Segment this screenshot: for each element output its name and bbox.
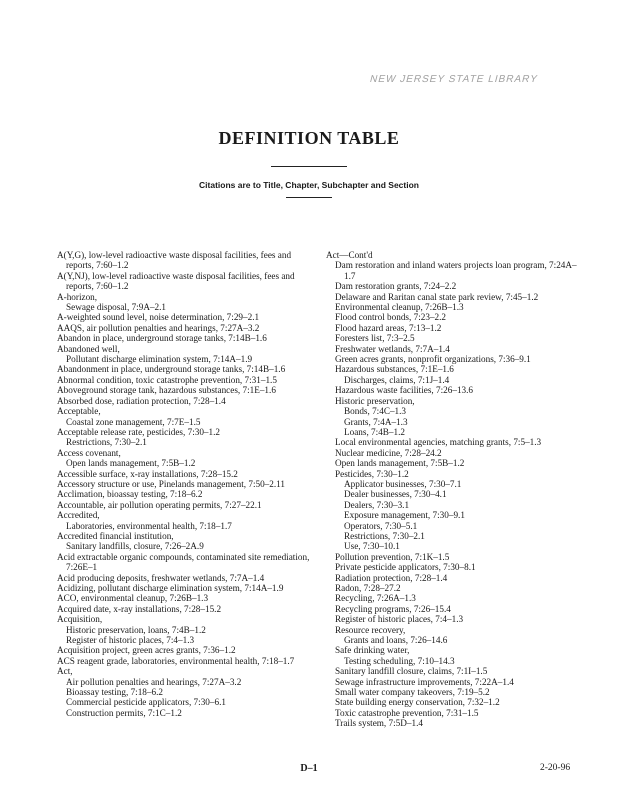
index-entry: Acclimation, bioassay testing, 7:18–6.2 [57, 489, 203, 500]
library-stamp: NEW JERSEY STATE LIBRARY [368, 74, 540, 85]
index-entry: Act, [57, 666, 73, 677]
index-entry: Acidizing, pollutant discharge elimination system, 7:14A–1.9 [57, 583, 284, 593]
index-entry: Accredited financial institution, [57, 530, 174, 541]
index-entry: Acquisition, [57, 614, 103, 625]
index-subentry: Green acres grants, nonprofit organizations, 7:36–9.1 [335, 354, 531, 365]
index-subentry: Loans, 7:4B–1.2 [344, 426, 405, 437]
index-subentry: Exposure management, 7:30–9.1 [344, 510, 465, 521]
index-subentry: Restrictions, 7:30–2.1 [344, 530, 425, 541]
index-subentry: Nuclear medicine, 7:28–24.2 [335, 447, 442, 458]
index-entry: Access covenant, [57, 447, 121, 458]
index-subentry: Sewage infrastructure improvements, 7:22A–1.4 [335, 676, 514, 687]
index-subentry: Testing scheduling, 7:10–14.3 [344, 655, 455, 666]
index-entry: Accessible surface, x-ray installations, 7:28–15.2 [57, 468, 238, 479]
index-subentry: Register of historic places, 7:4–1.3 [66, 635, 195, 646]
index-subentry: Dealers, 7:30–3.1 [344, 499, 410, 510]
index-subentry: Hazardous substances, 7:1E–1.6 [335, 364, 454, 375]
index-entry: Acceptable release rate, pesticides, 7:30–1.2 [57, 426, 221, 437]
index-subentry: Register of historic places, 7:4–1.3 [335, 614, 464, 625]
index-subentry: Safe drinking water, [335, 645, 410, 656]
index-subentry: Bonds, 7:4C–1.3 [344, 406, 407, 417]
index-entry: Acquisition project, green acres grants, 7:36–1.2 [57, 645, 236, 656]
index-entry: Abandon in place, underground storage tanks, 7:14B–1.6 [57, 333, 267, 344]
index-subentry: Toxic catastrophe prevention, 7:31–1.5 [335, 707, 479, 718]
index-subentry: Construction permits, 7:1C–1.2 [66, 707, 182, 718]
index-entry: Acid producing deposits, freshwater wetlands, 7:7A–1.4 [57, 572, 265, 583]
index-entry: Accountable, air pollution operating permits, 7:27–22.1 [57, 499, 262, 510]
index-subentry: Dealer businesses, 7:30–4.1 [344, 489, 447, 500]
page-subtitle: Citations are to Title, Chapter, Subchapter and Section [199, 180, 419, 190]
index-subentry: Open lands management, 7:5B–1.2 [66, 458, 196, 469]
index-subentry: Sanitary landfill closure, claims, 7:1I–1.5 [335, 666, 488, 677]
index-entry: Absorbed dose, radiation protection, 7:28–1.4 [57, 395, 226, 406]
index-subentry: Sewage disposal, 7:9A–2.1 [66, 302, 167, 313]
index-subentry: Grants and loans, 7:26–14.6 [344, 635, 448, 646]
index-entry: Act—Cont'd [326, 250, 373, 260]
title-rule [271, 166, 347, 167]
index-subentry: Historic preservation, loans, 7:4B–1.2 [66, 624, 206, 635]
index-subentry: Hazardous waste facilities, 7:26–13.6 [335, 385, 474, 396]
index-subentry: Resource recovery, [335, 624, 406, 635]
page-title: DEFINITION TABLE [218, 128, 400, 148]
page-number: D–1 [300, 763, 318, 774]
index-subentry: Flood control bonds, 7:23–2.2 [335, 312, 447, 323]
index-subentry: Flood hazard areas, 7:13–1.2 [335, 322, 442, 333]
index-entry: Acquired date, x-ray installations, 7:28–15.2 [57, 603, 222, 614]
index-subentry: Operators, 7:30–5.1 [344, 520, 418, 531]
index-entry: A(Y,G), low-level radioactive waste disposal facilities, fees and reports, 7:60–1.2 [57, 250, 292, 271]
index-subentry: Environmental cleanup, 7:26B–1.3 [335, 302, 464, 313]
index-subentry: Recycling programs, 7:26–15.4 [335, 603, 451, 614]
index-entry: Abnormal condition, toxic catastrophe prevention, 7:31–1.5 [57, 374, 277, 385]
index-subentry: Dam restoration and inland waters projects loan program, 7:24A–1.7 [335, 260, 577, 281]
index-subentry: Commercial pesticide applicators, 7:30–6.1 [66, 697, 226, 708]
index-subentry: Pesticides, 7:30–1.2 [335, 468, 409, 479]
index-subentry: Bioassay testing, 7:18–6.2 [66, 687, 163, 698]
index-subentry: Freshwater wetlands, 7:7A–1.4 [335, 343, 450, 354]
index-subentry: Discharges, claims, 7:1J–1.4 [344, 374, 450, 385]
index-subentry: Delaware and Raritan canal state park review, 7:45–1.2 [335, 291, 539, 302]
index-subentry: State building energy conservation, 7:32–1.2 [335, 697, 500, 708]
left-column [57, 250, 315, 718]
index-entry: Acceptable, [57, 406, 101, 417]
index-entry: AAQS, air pollution penalties and hearings, 7:27A–3.2 [57, 322, 260, 333]
index-subentry: Laboratories, environmental health, 7:18–1.7 [66, 520, 232, 531]
index-entry: Accredited, [57, 510, 100, 521]
index-subentry: Historic preservation, [335, 395, 415, 406]
index-subentry: Radon, 7:28–27.2 [335, 583, 401, 593]
index-entry: Abandonment in place, underground storage tanks, 7:14B–1.6 [57, 364, 286, 375]
index-subentry: Pollutant discharge elimination system, 7:14A–1.9 [66, 354, 253, 365]
index-entry: A-horizon, [57, 291, 98, 302]
index-subentry: Trails system, 7:5D–1.4 [335, 718, 423, 729]
index-entry: A(Y,NJ), low-level radioactive waste disposal facilities, fees and reports, 7:60–1.2 [57, 270, 295, 292]
index-entry: Abandoned well, [57, 343, 120, 354]
index-entry: ACS reagent grade, laboratories, environmental health, 7:18–1.7 [57, 655, 295, 666]
subtitle-rule [286, 197, 332, 198]
index-subentry: Private pesticide applicators, 7:30–8.1 [335, 562, 476, 573]
page-date: 2-20-96 [540, 763, 571, 773]
index-subentry: Use, 7:30–10.1 [344, 541, 400, 552]
index-entry: Accessory structure or use, Pinelands management, 7:50–2.11 [57, 478, 286, 489]
index-subentry: Foresters list, 7:3–2.5 [335, 333, 415, 344]
index-subentry: Restrictions, 7:30–2.1 [66, 437, 147, 448]
index-entry: Acid extractable organic compounds, contaminated site remediation, 7:26E–1 [57, 551, 310, 573]
index-entry: A-weighted sound level, noise determination, 7:29–2.1 [57, 312, 260, 323]
index-subentry: Dam restoration grants, 7:24–2.2 [335, 281, 457, 292]
index-subentry: Sanitary landfills, closure, 7:26–2A.9 [66, 541, 204, 552]
index-subentry: Recycling, 7:26A–1.3 [335, 593, 416, 604]
index-entry: ACO, environmental cleanup, 7:26B–1.3 [57, 593, 209, 604]
index-subentry: Radiation protection, 7:28–1.4 [335, 572, 448, 583]
index-subentry: Open lands management, 7:5B–1.2 [335, 458, 465, 469]
index-entry: Aboveground storage tank, hazardous substances, 7:1E–1.6 [57, 385, 276, 396]
index-subentry: Applicator businesses, 7:30–7.1 [344, 478, 462, 489]
right-column [326, 250, 588, 729]
index-subentry: Pollution prevention, 7:1K–1.5 [335, 551, 450, 562]
index-subentry: Coastal zone management, 7:7E–1.5 [66, 416, 201, 427]
index-subentry: Grants, 7:4A–1.3 [344, 416, 408, 427]
index-subentry: Air pollution penalties and hearings, 7:27A–3.2 [66, 676, 242, 687]
index-subentry: Small water company takeovers, 7:19–5.2 [335, 687, 490, 698]
index-subentry: Local environmental agencies, matching grants, 7:5–1.3 [335, 437, 542, 448]
